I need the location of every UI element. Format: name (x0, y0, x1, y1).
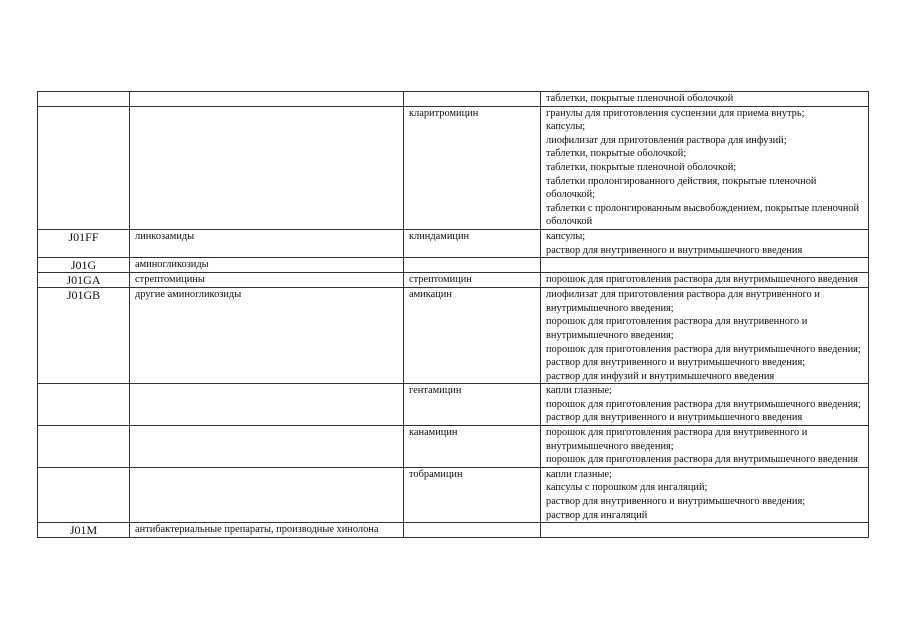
drug-name-cell: кларитромицин (404, 106, 541, 229)
dosage-form-line: раствор для ингаляций (546, 509, 648, 521)
group-name-cell (130, 384, 404, 426)
dosage-form-line: таблетки, покрытые оболочкой; (546, 148, 687, 160)
group-name-cell: другие аминогликозиды (130, 288, 404, 384)
dosage-form-line: лиофилизат для приготовления раствора для внутривенного и внутримышечного введения; (546, 289, 820, 314)
dosage-form-line: таблетки с пролонгированным высвобождением, покрытые пленочной оболочкой (546, 202, 860, 228)
dosage-forms-cell (541, 258, 869, 273)
drug-name-cell: тобрамицин (404, 467, 541, 522)
table-body (38, 92, 869, 538)
dosage-form-line: порошок для приготовления раствора для внутривенного и внутримышечного введения; (546, 427, 808, 452)
atc-code-cell: J01G (38, 258, 130, 273)
dosage-form-line: раствор для инфузий и внутримышечного введения (546, 370, 775, 382)
dosage-forms-cell (541, 384, 869, 426)
atc-code-cell (38, 384, 130, 426)
drug-name-cell (404, 523, 541, 538)
dosage-form-line: таблетки пролонгированного действия, покрытые пленочной оболочкой; (546, 175, 817, 201)
drug-name-cell: амикацин (404, 288, 541, 384)
dosage-form-line: капсулы с порошком для ингаляций; (546, 482, 708, 494)
atc-code-cell (38, 106, 130, 229)
dosage-form-line: капсулы; (546, 230, 586, 242)
table-row (38, 258, 869, 273)
dosage-forms-cell (541, 523, 869, 538)
table-row (38, 106, 869, 229)
dosage-forms-cell (541, 92, 869, 107)
table-row (38, 273, 869, 288)
dosage-forms-cell (541, 273, 869, 288)
dosage-form-line: раствор для внутривенного и внутримышечного введения; (546, 357, 806, 369)
group-name-cell (130, 92, 404, 107)
table-row (38, 523, 869, 538)
dosage-form-line: порошок для приготовления раствора для внутривенного и внутримышечного введения; (546, 316, 808, 341)
group-name-cell: стрептомицины (130, 273, 404, 288)
group-name-cell (130, 467, 404, 522)
group-name-cell: аминогликозиды (130, 258, 404, 273)
dosage-form-line: таблетки, покрытые пленочной оболочкой (546, 93, 734, 104)
atc-code-cell: J01GA (38, 273, 130, 288)
drug-table (37, 91, 869, 538)
drug-name-cell: канамицин (404, 426, 541, 468)
group-name-cell (130, 426, 404, 468)
dosage-form-line: капли глазные; (546, 385, 612, 397)
dosage-form-line: порошок для приготовления раствора для внутримышечного введения (546, 274, 858, 286)
atc-code-cell (38, 426, 130, 468)
group-name-cell: антибактериальные препараты, производные хинолона (130, 523, 404, 538)
dosage-form-line: лиофилизат для приготовления раствора для инфузий; (546, 134, 787, 146)
dosage-forms-cell (541, 426, 869, 468)
atc-code-cell: J01GB (38, 288, 130, 384)
dosage-form-line: порошок для приготовления раствора для внутримышечного введения; (546, 343, 861, 355)
dosage-forms-cell (541, 467, 869, 522)
atc-code-cell (38, 467, 130, 522)
table-row (38, 288, 869, 384)
table-row (38, 426, 869, 468)
drug-name-cell: клиндамицин (404, 229, 541, 257)
dosage-form-line: таблетки, покрытые пленочной оболочкой; (546, 161, 737, 173)
dosage-form-line: раствор для внутривенного и внутримышечного введения (546, 412, 803, 424)
group-name-cell (130, 106, 404, 229)
group-name-cell: линкозамиды (130, 229, 404, 257)
dosage-form-line: раствор для внутривенного и внутримышечного введения (546, 244, 803, 256)
dosage-forms-cell (541, 229, 869, 257)
drug-name-cell: гентамицин (404, 384, 541, 426)
dosage-form-line: гранулы для приготовления суспензии для приема внутрь; (546, 107, 805, 119)
atc-code-cell: J01M (38, 523, 130, 538)
dosage-forms-cell (541, 288, 869, 384)
dosage-form-line: порошок для приготовления раствора для внутримышечного введения; (546, 398, 861, 410)
dosage-form-line: раствор для внутривенного и внутримышечного введения; (546, 496, 806, 508)
table-row (38, 229, 869, 257)
drug-name-cell (404, 258, 541, 273)
dosage-form-line: капсулы; (546, 121, 586, 133)
table-row (38, 384, 869, 426)
table-row (38, 92, 869, 107)
drug-name-cell (404, 92, 541, 107)
table-row (38, 467, 869, 522)
dosage-form-line: порошок для приготовления раствора для внутримышечного введения (546, 454, 858, 466)
drug-name-cell: стрептомицин (404, 273, 541, 288)
dosage-form-line: капли глазные; (546, 468, 612, 480)
atc-code-cell (38, 92, 130, 107)
atc-code-cell: J01FF (38, 229, 130, 257)
dosage-forms-cell (541, 106, 869, 229)
